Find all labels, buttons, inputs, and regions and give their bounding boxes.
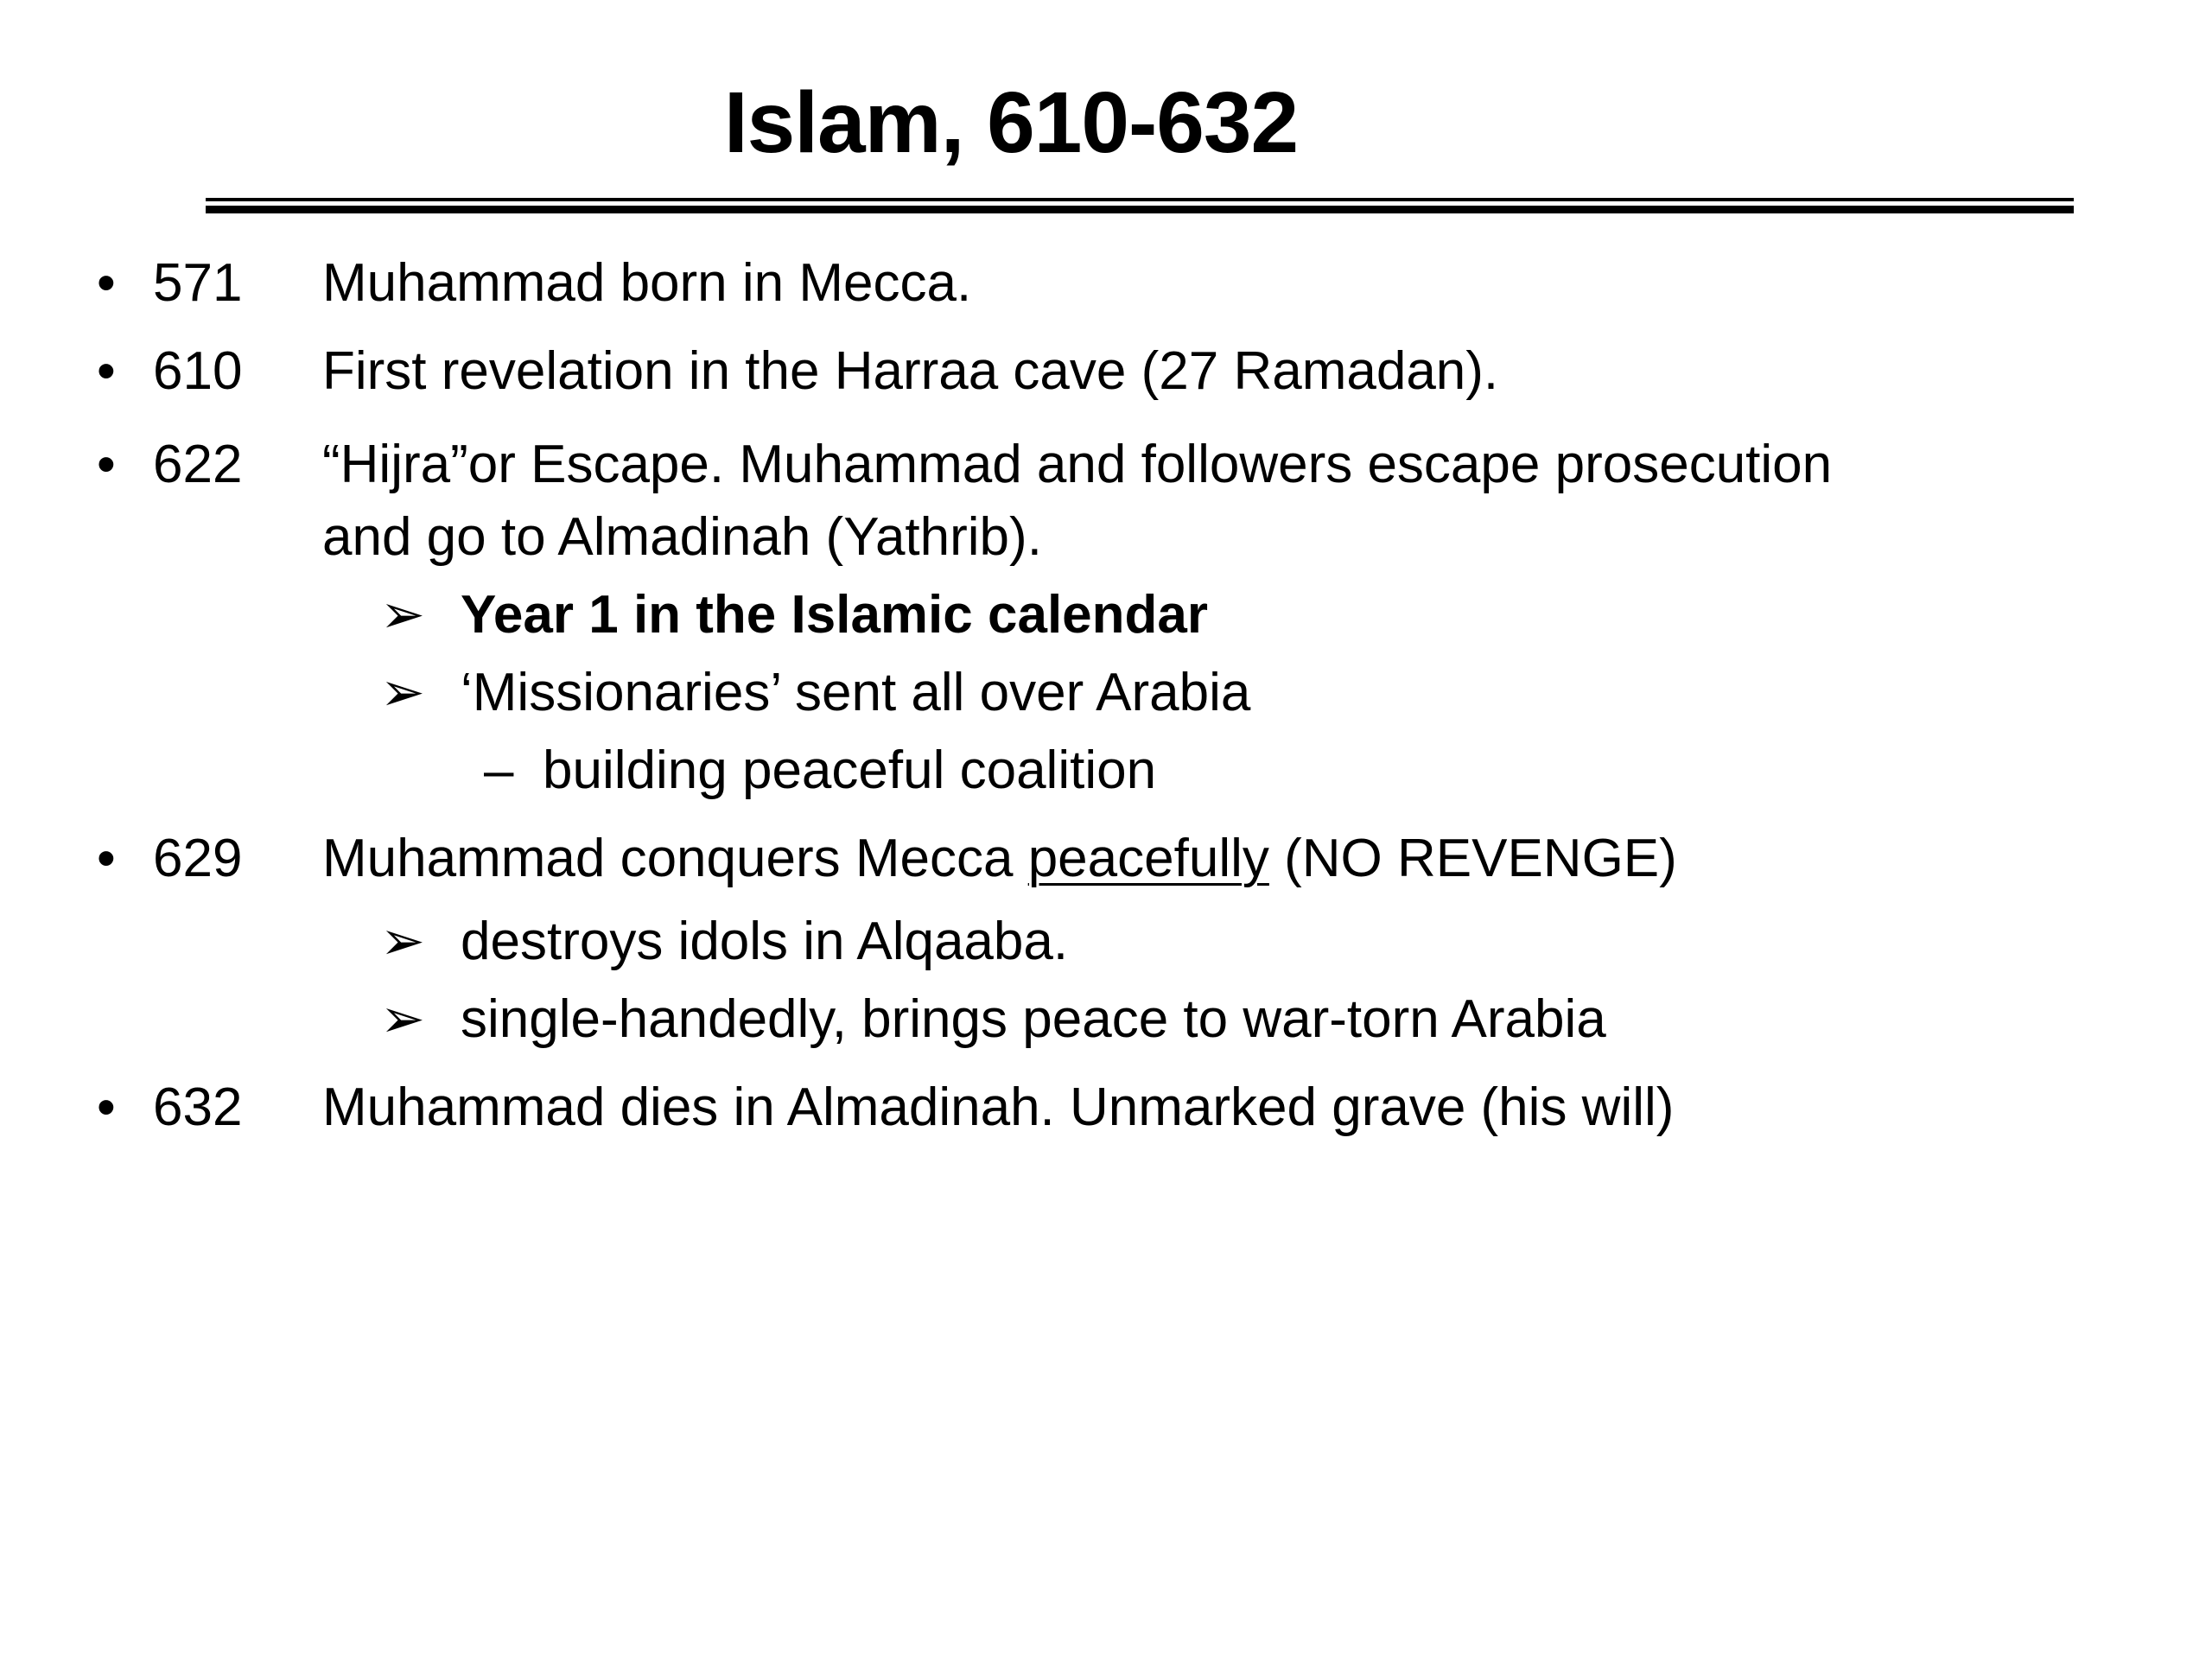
bullet-icon: • <box>97 253 116 313</box>
item-text-before: Muhammad conquers Mecca <box>322 829 1028 888</box>
item-text-after: (NO REVENGE) <box>1268 829 1677 888</box>
item-text-line2: and go to Almadinah (Yathrib). <box>322 507 1042 567</box>
subitem-text: ‘Missionaries’ sent all over Arabia <box>461 663 1251 722</box>
subitem-text: Year 1 in the Islamic calendar <box>461 585 1209 645</box>
arrow-bullet-icon: ➢ <box>380 663 425 722</box>
item-year: 610 <box>153 341 243 401</box>
item-text-line1: “Hijra”or Escape. Muhammad and followers escape prosecution <box>322 435 1833 494</box>
title-rule-thin <box>206 198 2074 201</box>
item-text: First revelation in the Harraa cave (27 Ramadan). <box>322 341 1499 401</box>
bullet-icon: • <box>97 1077 116 1137</box>
item-text <box>322 823 1677 895</box>
arrow-bullet-icon: ➢ <box>380 585 425 645</box>
item-text-underlined: peacefully <box>1027 829 1269 888</box>
item-text: Muhammad dies in Almadinah. Unmarked grave (his will) <box>322 1077 1675 1137</box>
item-year: 629 <box>153 829 243 888</box>
item-year: 632 <box>153 1077 243 1137</box>
arrow-bullet-icon: ➢ <box>380 989 425 1049</box>
subsubitem-text: building peaceful coalition <box>543 741 1157 800</box>
item-year: 622 <box>153 435 243 494</box>
title-rule-thick <box>206 206 2074 213</box>
slide-title: Islam, 610-632 <box>723 74 1299 171</box>
bullet-icon: • <box>97 341 116 401</box>
dash-bullet-icon: – <box>484 741 514 800</box>
item-year: 571 <box>153 253 243 313</box>
item-text: Muhammad born in Mecca. <box>322 253 972 313</box>
bullet-icon: • <box>97 435 116 494</box>
bullet-icon: • <box>97 829 116 888</box>
subitem-text: single-handedly, brings peace to war-torn Arabia <box>461 989 1606 1049</box>
arrow-bullet-icon: ➢ <box>380 912 425 971</box>
subitem-text: destroys idols in Alqaaba. <box>461 912 1069 971</box>
